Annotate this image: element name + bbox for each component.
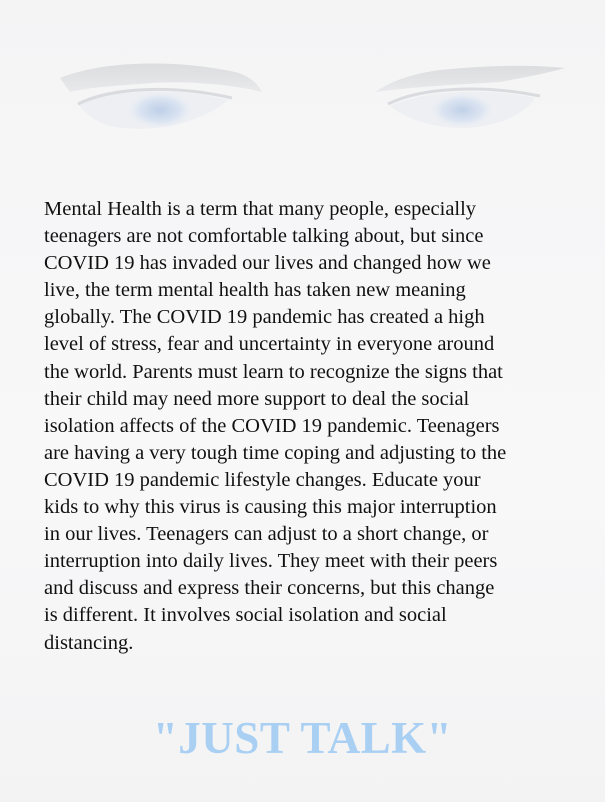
just-talk-slogan: "JUST TALK" bbox=[152, 713, 453, 763]
right-eye-icon bbox=[375, 66, 565, 128]
faded-eyes-image bbox=[0, 0, 605, 170]
article-body-text: Mental Health is a term that many people, especially teenagers are not comfortable talking about, but since COVID 19 has invaded our lives and changed how we live, the term mental health has taken new meaning globally. The COVID 19 pandemic has created a high level of stress, fear and uncertainty in everyone around the world. Parents must learn to recognize the signs that their child may need more support to deal the social isolation affects of the COVID 19 pandemic. Teenagers are having a very tough time coping and adjusting to the COVID 19 pandemic lifestyle changes. Educate your kids to why this virus is causing this major interruption in our lives. Teenagers can adjust to a short change, or interruption into daily lives. They meet with their peers and discuss and express their concerns, but this change is different. It involves social isolation and social distancing. bbox=[44, 198, 507, 654]
left-eye-icon bbox=[60, 63, 262, 129]
